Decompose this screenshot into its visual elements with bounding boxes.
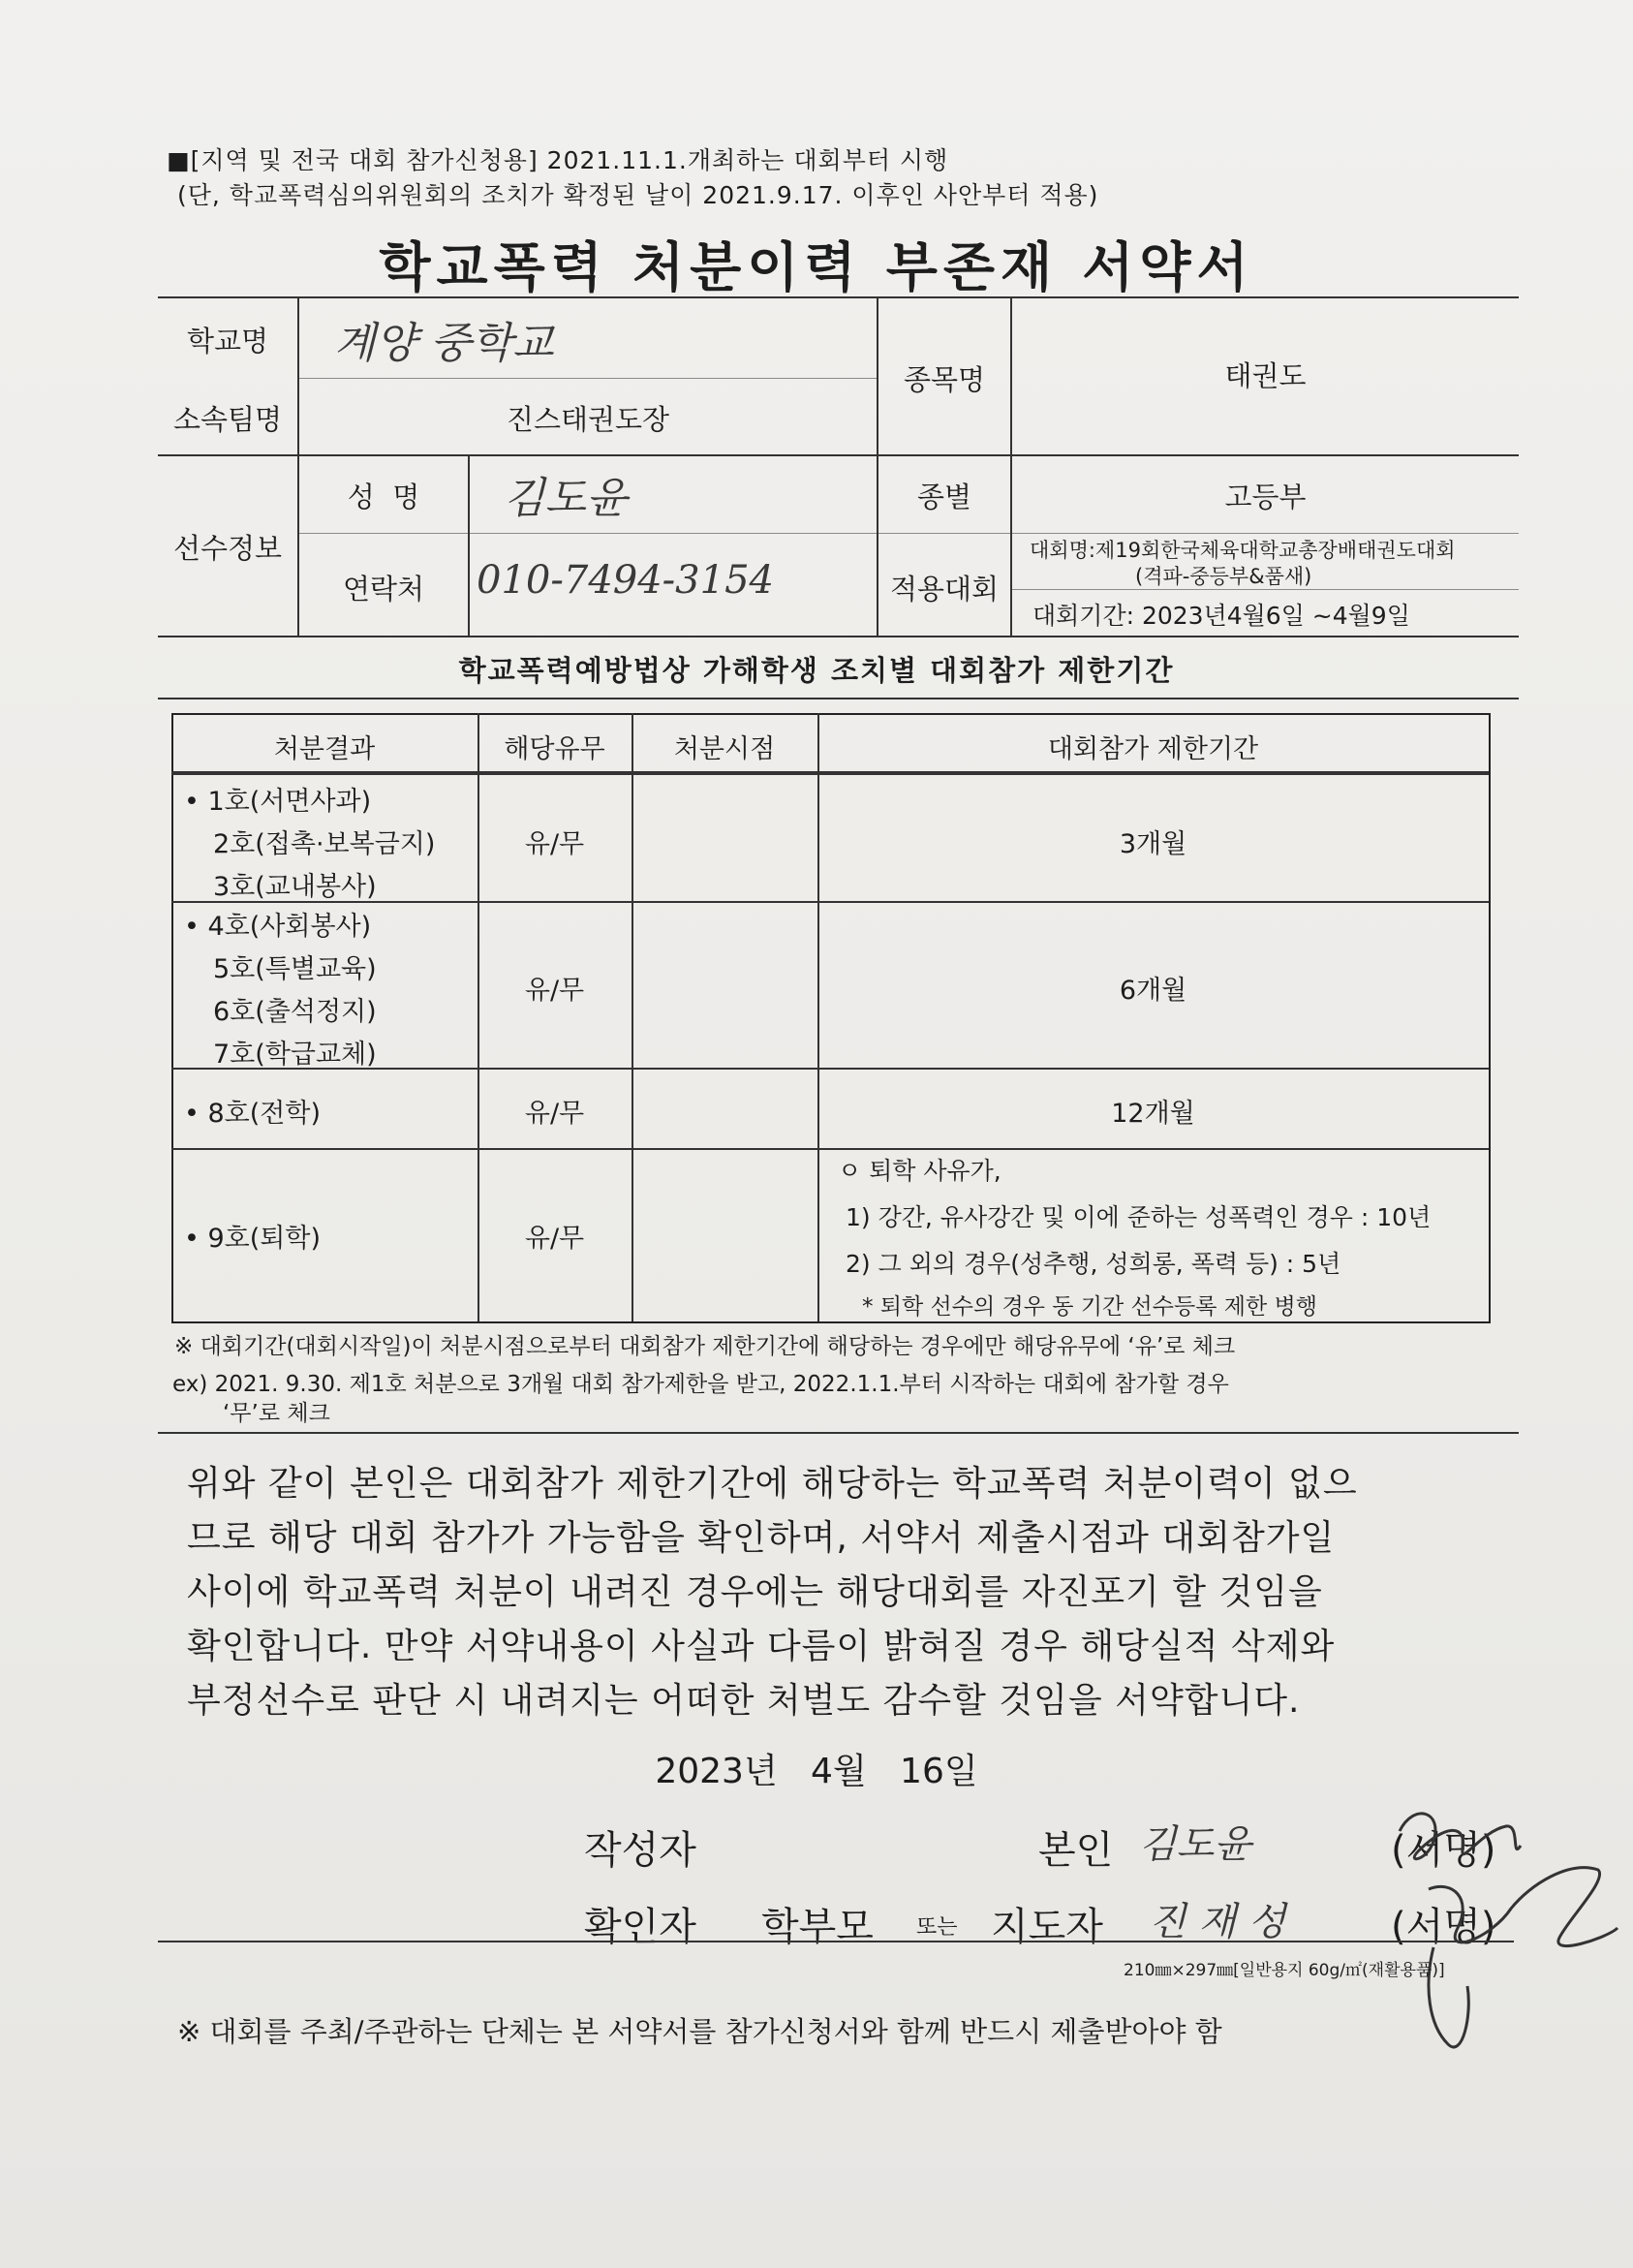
table-row-item: 7호(학급교체) [213, 1040, 377, 1070]
info-bottom-rule [158, 636, 1519, 637]
pledge-date: 2023년 4월 16일 [655, 1752, 978, 1791]
section-title: 학교폭력예방법상 가해학생 조치별 대회참가 제한기간 [458, 654, 1175, 687]
table-row-period-line: 1) 강간, 유사강간 및 이에 준하는 성폭력인 경우 : 10년 [846, 1203, 1432, 1231]
table-header-result: 처분결과 [273, 734, 376, 764]
table-row-item: • 4호(사회봉사) [184, 912, 372, 942]
coach-handwritten-name: 진 재 성 [1149, 1900, 1286, 1944]
contact-label: 연락처 [342, 573, 425, 606]
info-rule [299, 533, 1519, 534]
table-row-status: 유/무 [524, 829, 585, 859]
competition-name: 대회명:제19회한국체육대학교총장배태권도대회 [1030, 539, 1456, 562]
paper-spec: 210㎜×297㎜[일반용지 60g/㎡(재활용품)] [1124, 1961, 1445, 1980]
table-row-status: 유/무 [524, 1224, 585, 1254]
self-sign-label: (서명) [1391, 1828, 1496, 1873]
coach-sign-label: (서명) [1391, 1905, 1496, 1949]
division-label: 종별 [916, 481, 972, 513]
info-col-rule [1010, 296, 1012, 636]
pledge-line: 확인합니다. 만약 서약내용이 사실과 다름이 밝혀질 경우 해당실적 삭제와 [187, 1627, 1336, 1666]
contact-value: 010-7494-3154 [477, 558, 774, 603]
table-header-date: 처분시점 [673, 734, 776, 764]
footer-note: ※ 대회를 주최/주관하는 단체는 본 서약서를 참가신청서와 함께 반드시 제출받아야 함 [177, 2015, 1222, 2048]
table-row-item: 3호(교내봉사) [213, 872, 377, 902]
table-row-period-line: ㅇ 퇴학 사유가, [838, 1157, 1001, 1185]
event-label: 종목명 [903, 363, 986, 396]
pledge-line: 부정선수로 판단 시 내려지는 어떠한 처벌도 감수할 것임을 서약합니다. [187, 1681, 1301, 1721]
or-label: 또는 [916, 1915, 958, 1940]
note-1: ※ 대회기간(대회시작일)이 처분시점으로부터 대회참가 제한기간에 해당하는 경우에만 해당유무에 ‘유’로 체크 [174, 1334, 1236, 1359]
info-col-rule [468, 454, 470, 636]
note-2: ex) 2021. 9.30. 제1호 처분으로 3개월 대회 참가제한을 받고, 2022.1.1.부터 시작하는 대회에 참가할 경우 [172, 1372, 1229, 1397]
table-row-period: 3개월 [1119, 829, 1187, 859]
header-line-2: (단, 학교폭력심의위원회의 조치가 확정된 날이 2021.9.17. 이후인 사안부터 적용) [177, 181, 1099, 209]
pledge-line: 위와 같이 본인은 대회참가 제한기간에 해당하는 학교폭력 처분이력이 없으 [187, 1464, 1358, 1504]
self-handwritten-name: 김도윤 [1139, 1822, 1251, 1867]
player-info-label: 선수정보 [172, 532, 283, 565]
signature-scribble-icon [1375, 1792, 1627, 2073]
pledge-line: 므로 해당 대회 참가가 가능함을 확인하며, 서약서 제출시점과 대회참가일 [187, 1518, 1336, 1558]
info-rule [299, 378, 877, 379]
team-value: 진스태권도장 [506, 403, 670, 436]
notes-rule [158, 1432, 1519, 1434]
table-row-item: • 9호(퇴학) [184, 1224, 321, 1254]
division-value: 고등부 [1224, 481, 1307, 513]
table-col-rule [632, 713, 633, 1321]
table-row-item: • 8호(전학) [184, 1099, 321, 1129]
competition-period: 대회기간: 2023년4월6일 ~4월9일 [1032, 602, 1410, 630]
table-row-period: 6개월 [1119, 976, 1187, 1006]
school-value: 계양 중학교 [334, 319, 554, 368]
table-header-period: 대회참가 제한기간 [1047, 734, 1259, 764]
header-line-1: ■[지역 및 전국 대회 참가신청용] 2021.11.1.개최하는 대회부터 시행 [167, 146, 949, 174]
table-row-item: 2호(접촉·보복금지) [213, 829, 436, 859]
table-row-period-line: * 퇴학 선수의 경우 동 기간 선수등록 제한 병행 [862, 1294, 1317, 1320]
table-row-status: 유/무 [524, 1099, 585, 1129]
info-top-rule [158, 296, 1519, 298]
team-label: 소속팀명 [172, 403, 283, 436]
signature-rule [158, 1941, 1514, 1942]
document-title: 학교폭력 처분이력 부존재 서약서 [379, 236, 1254, 298]
info-rule [158, 454, 1519, 456]
school-label: 학교명 [186, 325, 269, 357]
table-header-status: 해당유무 [504, 734, 605, 764]
coach-label: 지도자 [991, 1905, 1103, 1949]
table-col-rule [817, 713, 819, 1321]
table-row-item: • 1호(서면사과) [184, 787, 372, 817]
table-row-item: 6호(출석정지) [213, 997, 377, 1027]
applied-competition-label: 적용대회 [889, 573, 1000, 606]
self-label: 본인 [1038, 1828, 1114, 1873]
pledge-line: 사이에 학교폭력 처분이 내려진 경우에는 해당대회를 자진포기 할 것임을 [187, 1572, 1323, 1612]
note-3: ‘무’로 체크 [223, 1401, 330, 1426]
event-value: 태권도 [1224, 359, 1307, 392]
competition-sub: (격파-중등부&품새) [1135, 565, 1312, 588]
table-row-status: 유/무 [524, 976, 585, 1006]
confirmer-label: 확인자 [584, 1905, 696, 1949]
parent-label: 학부모 [761, 1905, 874, 1949]
name-label: 성 명 [347, 481, 420, 513]
table-row-period: 12개월 [1111, 1099, 1195, 1129]
table-header-rule [171, 771, 1489, 775]
section-rule [158, 698, 1519, 699]
table-row-period-line: 2) 그 외의 경우(성추행, 성희롱, 폭력 등) : 5년 [846, 1250, 1341, 1278]
author-label: 작성자 [584, 1828, 696, 1873]
table-row-item: 5호(특별교육) [213, 954, 377, 984]
table-row-rule [171, 1148, 1489, 1150]
name-value: 김도윤 [504, 474, 628, 523]
